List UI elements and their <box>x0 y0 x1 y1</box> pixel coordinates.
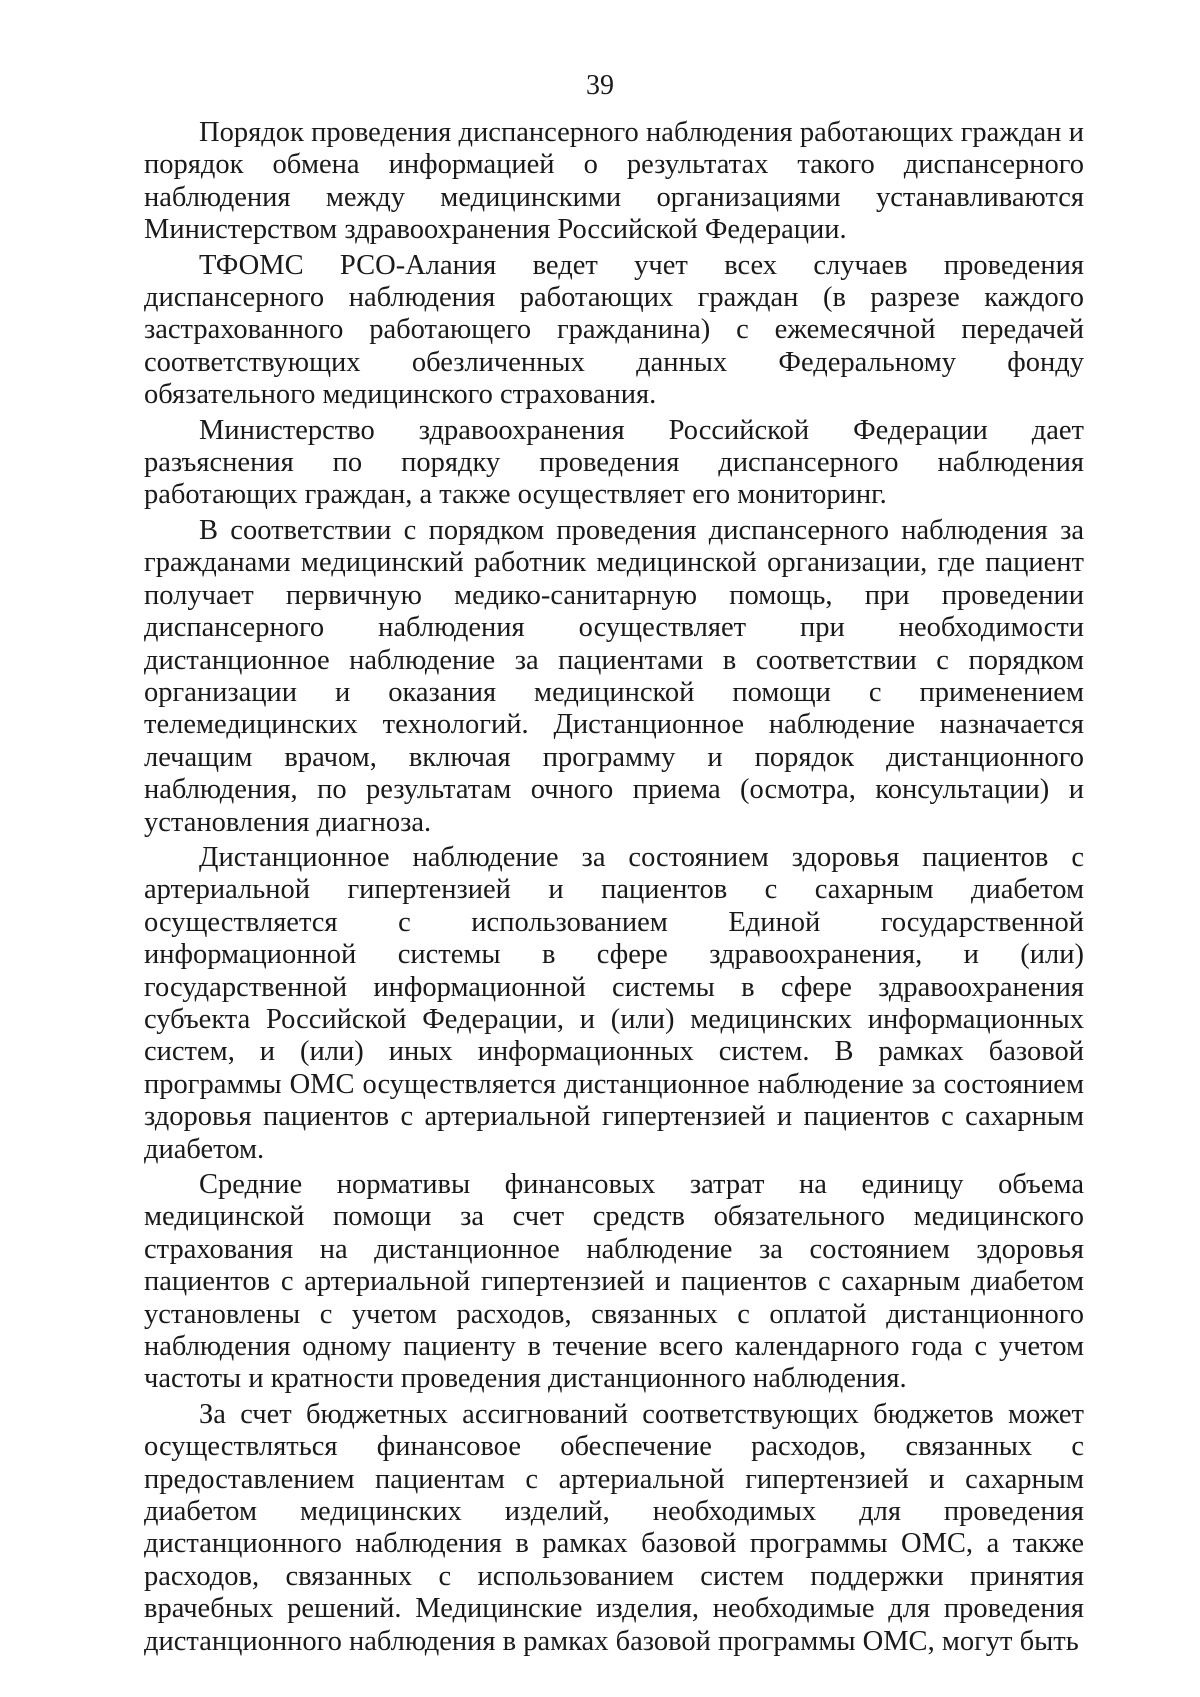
page-number: 39 <box>586 70 614 101</box>
paragraph: ТФОМС РСО-Алания ведет учет всех случаев проведения диспансерного наблюдения работающих граждан (в разрезе каждого застрахованного работающего гражданина) с ежемесячной передачей соответствующих обезличенных данных Федеральному фонду обязательного медицинского страхования. <box>144 249 1084 411</box>
paragraph: За счет бюджетных ассигнований соответствующих бюджетов может осуществляться финансовое обеспечение расходов, связанных с предоставлением пациентам с артериальной гипертензией и сахарным диабетом медицинских изделий, необходимых для проведения дистанционного наблюдения в рамках базовой программы ОМС, а также расходов, связанных с использованием систем поддержки принятия врачебных решений. Медицинские изделия, необходимые для проведения дистанционного наблюдения в рамках базовой программы ОМС, могут быть <box>144 1398 1084 1657</box>
paragraph: В соответствии с порядком проведения диспансерного наблюдения за гражданами медицинский работник медицинской организации, где пациент получает первичную медико-санитарную помощь, при проведении диспансерного наблюдения осуществляет при необходимости дистанционное наблюдение за пациентами в соответствии с порядком организации и оказания медицинской помощи с применением телемедицинских технологий. Дистанционное наблюдение назначается лечащим врачом, включая программу и порядок дистанционного наблюдения, по результатам очного приема (осмотра, консультации) и установления диагноза. <box>144 514 1084 838</box>
paragraph: Порядок проведения диспансерного наблюдения работающих граждан и порядок обмена информацией о результатах такого диспансерного наблюдения между медицинскими организациями устанавливаются Министерством здравоохранения Российской Федерации. <box>144 117 1084 246</box>
paragraph: Дистанционное наблюдение за состоянием здоровья пациентов с артериальной гипертензией и пациентов с сахарным диабетом осуществляется с использованием Единой государственной информационной системы в сфере здравоохранения, и (или) государственной информационной системы в сфере здравоохранения субъекта Российской Федерации, и (или) медицинских информационных систем, и (или) иных информационных систем. В рамках базовой программы ОМС осуществляется дистанционное наблюдение за состоянием здоровья пациентов с артериальной гипертензией и пациентов с сахарным диабетом. <box>144 841 1084 1165</box>
document-body <box>144 117 1084 1661</box>
paragraph: Средние нормативы финансовых затрат на единицу объема медицинской помощи за счет средств обязательного медицинского страхования на дистанционное наблюдение за состоянием здоровья пациентов с артериальной гипертензией и пациентов с сахарным диабетом установлены с учетом расходов, связанных с оплатой дистанционного наблюдения одному пациенту в течение всего календарного года с учетом частоты и кратности проведения дистанционного наблюдения. <box>144 1169 1084 1395</box>
paragraph: Министерство здравоохранения Российской Федерации дает разъяснения по порядку проведения диспансерного наблюдения работающих граждан, а также осуществляет его мониторинг. <box>144 414 1084 511</box>
